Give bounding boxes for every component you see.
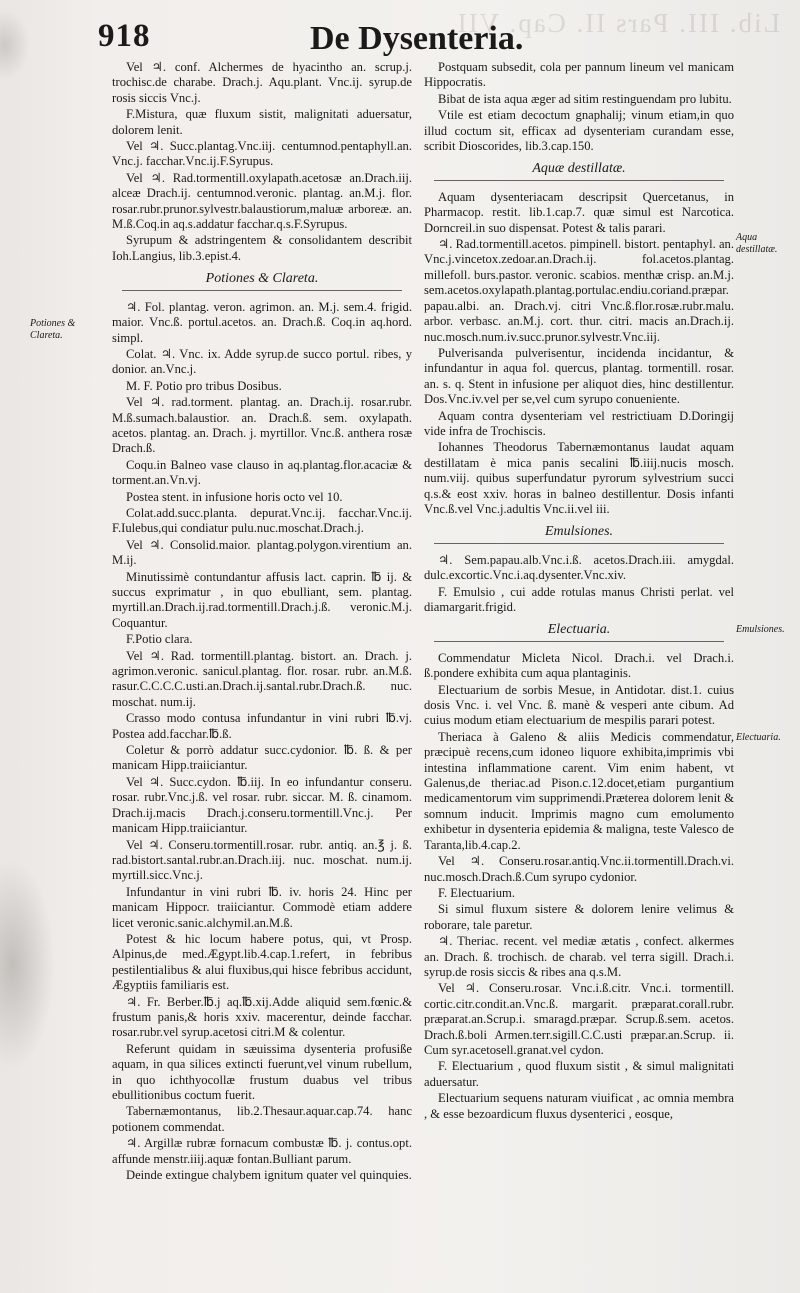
paragraph: Bibat de ista aqua æger ad sitim restinguendam pro lubitu.: [438, 91, 732, 106]
section-heading-text: Potiones & Clareta.: [205, 271, 319, 287]
page-number: 918: [98, 18, 151, 54]
paragraph: ♃. Sem.papau.alb.Vnc.i.ß. acetos.Drach.iii. amygdal. dulc.excortic.Vnc.i.aq.dysenter.Vnc.xiv.: [424, 552, 734, 583]
paragraph: Colat.add.succ.planta. depurat.Vnc.ij. facchar.Vnc.ij. F.Iulebus,qui condiatur pulu.nuc.moschat.Drach.j.: [112, 505, 412, 536]
margin-note-electuaria: Electuaria.: [736, 732, 781, 743]
paragraph: Minutissimè contundantur affusis lact. caprin. ℔ ij. & succus exprimatur , in quo ebulliant, sem. plantag. myrtill.an.Drach.ij.rad.tormentill.Drach.j.ß. veronic.M.j. Coquantur.: [112, 569, 412, 630]
paragraph: Vel ♃. Conseru.tormentill.rosar. rubr. antiq. an.℥ j. ß. rad.bistort.santal.rubr.an.Drach.iij. nuc. moschat. num.ij. myrtill.sicc.Vnc.j.: [112, 837, 412, 883]
paragraph: ♃. Fr. Berber.℔.j aq.℔.xij.Adde aliquid sem.fœnic.& frustum panis,& horis xxiv. macerentur, deinde facchar. rosar.rubr.vel syrup.acetosi citri.M & colentur.: [112, 994, 412, 1040]
paragraph: Coqu.in Balneo vase clauso in aq.plantag.flor.acaciæ & torment.an.Vn.vj.: [112, 457, 412, 488]
paragraph: F. Electuarium.: [438, 885, 515, 900]
paragraph: Postquam subsedit, cola per pannum lineum vel manicam Hippocratis.: [424, 60, 734, 90]
paragraph: Postea stent. in infusione horis octo vel 10.: [126, 489, 343, 504]
margin-note-aqua: Aqua destillatæ.: [736, 232, 778, 255]
paragraph: F.Mistura, quæ fluxum sistit, malignitati aduersatur, dolorem lenit.: [112, 107, 412, 137]
paragraph: Commendatur Micleta Nicol. Drach.i. vel Drach.i. ß.pondere exhibita cum aqua plantaginis.: [424, 650, 734, 681]
margin-note-emulsiones: Emulsiones.: [736, 624, 785, 635]
paragraph: Vel ♃. Succ.plantag.Vnc.iij. centumnod.pentaphyll.an. Vnc.j. facchar.Vnc.ij.F.Syrupus.: [112, 139, 412, 169]
section-rule: [122, 290, 402, 291]
paragraph: Vel ♃. rad.torment. plantag. an. Drach.ij. rosar.rubr. M.ß.sumach.balaustior. an. Drach.ß. sem. oxylapath. acetos. plantag. an. Drach. j. myrtillor. Vnc.ß. anthera rosæ Drach.ß.: [112, 395, 412, 456]
paragraph: ♃. Rad.tormentill.acetos. pimpinell. bistort. pentaphyl. an. Vnc.j.vincetox.zedoar.an.Drach.ij. fol.acetos.plantag. millefoll. burs.pastor. veronic. scabios. menthæ crisp. an.M.j. sem.acetos.oxylapath.plantag.portulac.endiu.coriand.præpar. papau.albi. an. Drach.vj. citri Vnc.ß.flor.rosæ.rubr.malu. arbor. verbasc. an.M.j. cort. thur. citri. macis an.Drach.ij. nuc.mosch.num.iv.succ.prunor.sylvestr.Vnc.iij.: [424, 237, 734, 344]
section-heading-text: Electuaria.: [547, 622, 611, 638]
paragraph: ♃. Fol. plantag. veron. agrimon. an. M.j. sem.4. frigid. maior. Vnc.ß. portul.acetos. an. Drach.ß. Coq.in aq.hord. simpl.: [112, 299, 412, 345]
paragraph: ♃. Argillæ rubræ fornacum combustæ ℔. j. contus.opt. affunde menstr.iiij.aquæ fontan.Bulliant parum.: [112, 1136, 412, 1166]
paragraph: Referunt quidam in sæuissima dysenteria profusiße aquam, in qua silices extincti fuerunt,vel vinum rubellum, in quo ichthyocollæ frustum duabus vel tribus ebullitionibus coctum fuerit.: [112, 1041, 412, 1102]
paragraph: Colat. ♃. Vnc. ix. Adde syrup.de succo portul. ribes, y donior. an.Vnc.j.: [112, 346, 412, 377]
section-heading-aquae: [424, 161, 734, 180]
paragraph: Vel ♃. Succ.cydon. ℔.iij. In eo infundantur conseru. rosar. rubr.Vnc.j.ß. vel rosar. rubr. siccar. M. ß. cinamom. Drach.ij.macis Drach.j.conseru.tormentill.Vnc.j. Per manicam Hipp.traiiciantur.: [112, 774, 412, 836]
paragraph: Vtile est etiam decoctum gnaphalij; vinum etiam,in quo illud coctum sit, efficax ad dysenteriam curandam esse, scribit Dioscorides, lib.3.cap.150.: [424, 108, 734, 154]
paragraph: M. F. Potio pro tribus Dosibus.: [126, 378, 282, 393]
paragraph: Tabernæmontanus, lib.2.Thesaur.aquar.cap.74. hanc potionem commendat.: [112, 1104, 412, 1134]
paragraph: F.Potio clara.: [126, 632, 193, 647]
paragraph: Deinde extingue chalybem ignitum quater vel quinquies.: [126, 1168, 412, 1183]
section-rule: [434, 641, 724, 642]
paragraph: Aquam contra dysenteriam vel restrictiuam D.Doringij vide infra de Trochiscis.: [424, 408, 734, 438]
paragraph: Electuarium de sorbis Mesue, in Antidotar. dist.1. cuius dosis Vnc. i. vel Vnc. ß. manè & vesperi ante cibum. Ad cuius modum etiam electuarium de mespilis parari potest.: [424, 682, 734, 728]
paragraph: Vel ♃. Rad. tormentill.plantag. bistort. an. Drach. j. agrimon.veronic. sanicul.plantag. flor. rosar. rubr. an.M.ß. rasur.C.C.C.C.usti.an.Drach.ij.santal.rubr.Drach.ß. nuc. moschat. num.ij.: [112, 648, 412, 709]
paragraph: Pulverisanda pulverisentur, incidenda incidantur, & infundantur in aqua fol. quercus, plantag. tormentill. rosar. an. s. q. Stent in infusione per aliquot dies, hinc destillentur. Dos.Vnc.iv.vel per se,vel cum syrupo conueniente.: [424, 345, 734, 407]
paragraph: ♃. Theriac. recent. vel mediæ ætatis , confect. alkermes an. Drach. ß. trochisch. de charab. vel terra sigill. Drach.i. syrup.de rosis siccis & ribes ana q.s.M.: [424, 934, 734, 979]
paragraph: Vel ♃. Conseru.rosar.antiq.Vnc.ii.tormentill.Drach.vi. nuc.mosch.Drach.ß.Cum syrupo cydonior.: [424, 854, 734, 884]
paragraph: Iohannes Theodorus Tabernæmontanus laudat aquam destillatam è mica panis secalini ℔.iiij.nucis mosch. num.viij. quibus superfundatur pyrorum sylvestrium succi q.s.& eost xxiv. horas in balneo destillentur. Dosis infanti Vnc.ß.vel Vnc.j.adultis Vnc.ii.vel iii.: [424, 440, 734, 516]
paragraph: Theriaca à Galeno & aliis Medicis commendatur, præcipuè recens,cum idoneo liquore exhibita,imprimis vbi intestina inflammatione carent. Vim enim habent, vt Galenus,de theriac.ad Pison.c.12.docet,etiam purgantium medicamentorum vim supprimendi.Præterea dolorem lenit & somnum inducit. Imprimis magno cum emolumento exhibetur in dysenteria epidemia & maligna, teste Valesco de Taranta,lib.4.cap.2.: [424, 729, 734, 852]
paragraph: Crasso modo contusa infundantur in vini rubri ℔.vj. Postea add.facchar.℔.ß.: [112, 711, 412, 741]
paragraph: Si simul fluxum sistere & dolorem lenire velimus & roborare, tale paretur.: [424, 902, 734, 932]
page-shadow: [0, 860, 55, 1070]
section-heading-electuaria: [424, 622, 734, 641]
paragraph: F. Emulsio , cui adde rotulas manus Christi perlat. vel diamargarit.frigid.: [424, 584, 734, 614]
bleed-through-text: Lib. III. Pars II. Cap. VII.: [447, 8, 780, 38]
paragraph: Vel ♃. Conseru.rosar. Vnc.i.ß.citr. Vnc.i. tormentill. cortic.citr.condit.an.Vnc.ß. margarit. præparat.corall.rubr. præparat.an.Scrup.i. smaragd.præpar. Scrup.ß.sem. acetos. Drach.ß.boli Armen.terr.sigill.C.C.usti præpar.an.Scrup. ii. Cum syr.acetosell.granat.vel cydon.: [424, 981, 734, 1057]
paragraph: Infundantur in vini rubri ℔. iv. horis 24. Hinc per manicam Hippocr. traiiciantur. Commodè etiam addere licet veronic.sanic.alchymil.an.M.ß.: [112, 884, 412, 930]
paragraph: Electuarium sequens naturam viuificat , ac omnia membra , & esse bezoardicum fluxus dysenterici , eosque,: [424, 1091, 734, 1121]
paragraph: Vel ♃. Rad.tormentill.oxylapath.acetosæ an.Drach.iij. alceæ Drach.ij. centumnod.veronic. plantag. an.M.j. flor. rosar.rubr.prunor.sylvestr.balaustiorum,maluæ arboreæ. an. M.ß.Coq.in aq.s.addatur facchar.q.s.F.Syrupus.: [112, 170, 412, 232]
paragraph: F. Electuarium , quod fluxum sistit , & simul malignitati aduersatur.: [424, 1059, 734, 1089]
right-column: [424, 60, 734, 1123]
section-heading-text: Emulsiones.: [544, 524, 614, 540]
section-heading-emulsiones: [424, 524, 734, 543]
margin-note-potiones: Potiones & Clareta.: [30, 318, 76, 341]
paragraph: Aquam dysenteriacam descripsit Quercetanus, in Pharmacop. restit. lib.1.cap.7. quæ simul est Narcotica. Dorncreil.in suo dispensat. Potest & talis parari.: [424, 189, 734, 235]
section-heading-potiones: [112, 271, 412, 290]
paragraph: Vel ♃. conf. Alchermes de hyacintho an. scrup.j. trochisc.de charabe. Drach.j. Aqu.plant. Vnc.ij. syrup.de rosis siccis Vnc.j.: [112, 60, 412, 105]
section-rule: [434, 543, 724, 544]
left-column: [112, 60, 412, 1184]
paragraph: Potest & hic locum habere potus, qui, vt Prosp. Alpinus,de med.Ægypt.lib.4.cap.1.refert, in febribus pestilentialibus & alui fluxibus,qui hisce febribus accidunt, Ægyptiis familiaris est.: [112, 931, 412, 993]
page-title: De Dysenteria.: [310, 20, 524, 57]
section-heading-text: Aquæ destillatæ.: [532, 161, 626, 177]
page-shadow: [0, 10, 30, 80]
paragraph: Syrupum & adstringentem & consolidantem describit Ioh.Langius, lib.3.epist.4.: [112, 233, 412, 263]
paragraph: Coletur & porrò addatur succ.cydonior. ℔. ß. & per manicam Hipp.traiiciantur.: [112, 743, 412, 773]
paragraph: Vel ♃. Consolid.maior. plantag.polygon.virentium an. M.ij.: [112, 537, 412, 568]
page-header: [92, 14, 772, 62]
section-rule: [434, 180, 724, 181]
